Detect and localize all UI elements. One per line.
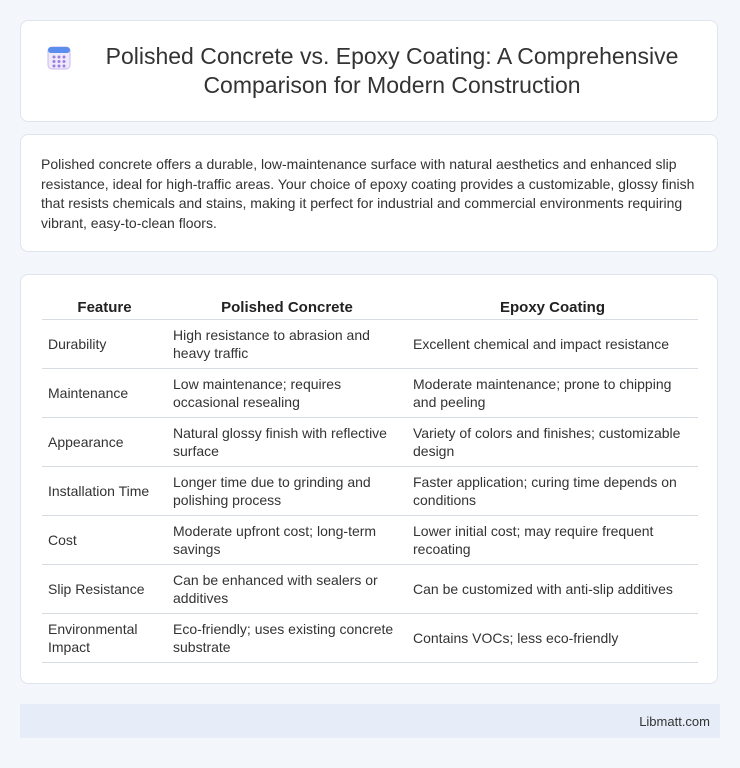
- feature-cell: Cost: [42, 516, 167, 565]
- feature-cell: Environmental Impact: [42, 614, 167, 663]
- table-row: [42, 418, 698, 467]
- header-feature: Feature: [42, 295, 167, 320]
- comparison-card: [20, 274, 718, 684]
- table-row: [42, 467, 698, 516]
- polished-cell: Low maintenance; requires occasional resealing: [167, 369, 407, 418]
- footer: [20, 704, 720, 738]
- table-row: [42, 516, 698, 565]
- feature-cell: Installation Time: [42, 467, 167, 516]
- title-card: [20, 20, 718, 122]
- epoxy-cell: Variety of colors and finishes; customizable design: [407, 418, 698, 467]
- feature-cell: Durability: [42, 320, 167, 369]
- epoxy-cell: Faster application; curing time depends on conditions: [407, 467, 698, 516]
- document-list-icon: [46, 45, 72, 71]
- epoxy-cell: Excellent chemical and impact resistance: [407, 320, 698, 369]
- table-header-row: [42, 295, 698, 320]
- feature-cell: Slip Resistance: [42, 565, 167, 614]
- polished-cell: Moderate upfront cost; long-term savings: [167, 516, 407, 565]
- epoxy-cell: Can be customized with anti-slip additives: [407, 565, 698, 614]
- table-row: [42, 614, 698, 663]
- header-epoxy-coating: Epoxy Coating: [407, 295, 698, 320]
- polished-cell: Longer time due to grinding and polishing process: [167, 467, 407, 516]
- feature-cell: Maintenance: [42, 369, 167, 418]
- polished-cell: Eco-friendly; uses existing concrete substrate: [167, 614, 407, 663]
- header-polished-concrete: Polished Concrete: [167, 295, 407, 320]
- intro-card: [20, 134, 718, 252]
- polished-cell: Natural glossy finish with reflective surface: [167, 418, 407, 467]
- epoxy-cell: Lower initial cost; may require frequent recoating: [407, 516, 698, 565]
- table-row: [42, 320, 698, 369]
- polished-cell: Can be enhanced with sealers or additives: [167, 565, 407, 614]
- page-title: Polished Concrete vs. Epoxy Coating: A Comprehensive Comparison for Modern Construction: [105, 43, 679, 98]
- table-row: [42, 565, 698, 614]
- footer-site-link[interactable]: Libmatt.com: [639, 713, 710, 729]
- epoxy-cell: Moderate maintenance; prone to chipping and peeling: [407, 369, 698, 418]
- polished-cell: High resistance to abrasion and heavy traffic: [167, 320, 407, 369]
- intro-paragraph: Polished concrete offers a durable, low-maintenance surface with natural aesthetics and enhanced slip resistance, ideal for high-traffic areas. Your choice of epoxy coating provides a customizable, glossy finish that resists chemicals and stains, making it perfect for industrial and commercial environments requiring vibrant, easy-to-clean floors.: [41, 156, 695, 231]
- table-row: [42, 369, 698, 418]
- feature-cell: Appearance: [42, 418, 167, 467]
- epoxy-cell: Contains VOCs; less eco-friendly: [407, 614, 698, 663]
- comparison-table: [42, 295, 698, 663]
